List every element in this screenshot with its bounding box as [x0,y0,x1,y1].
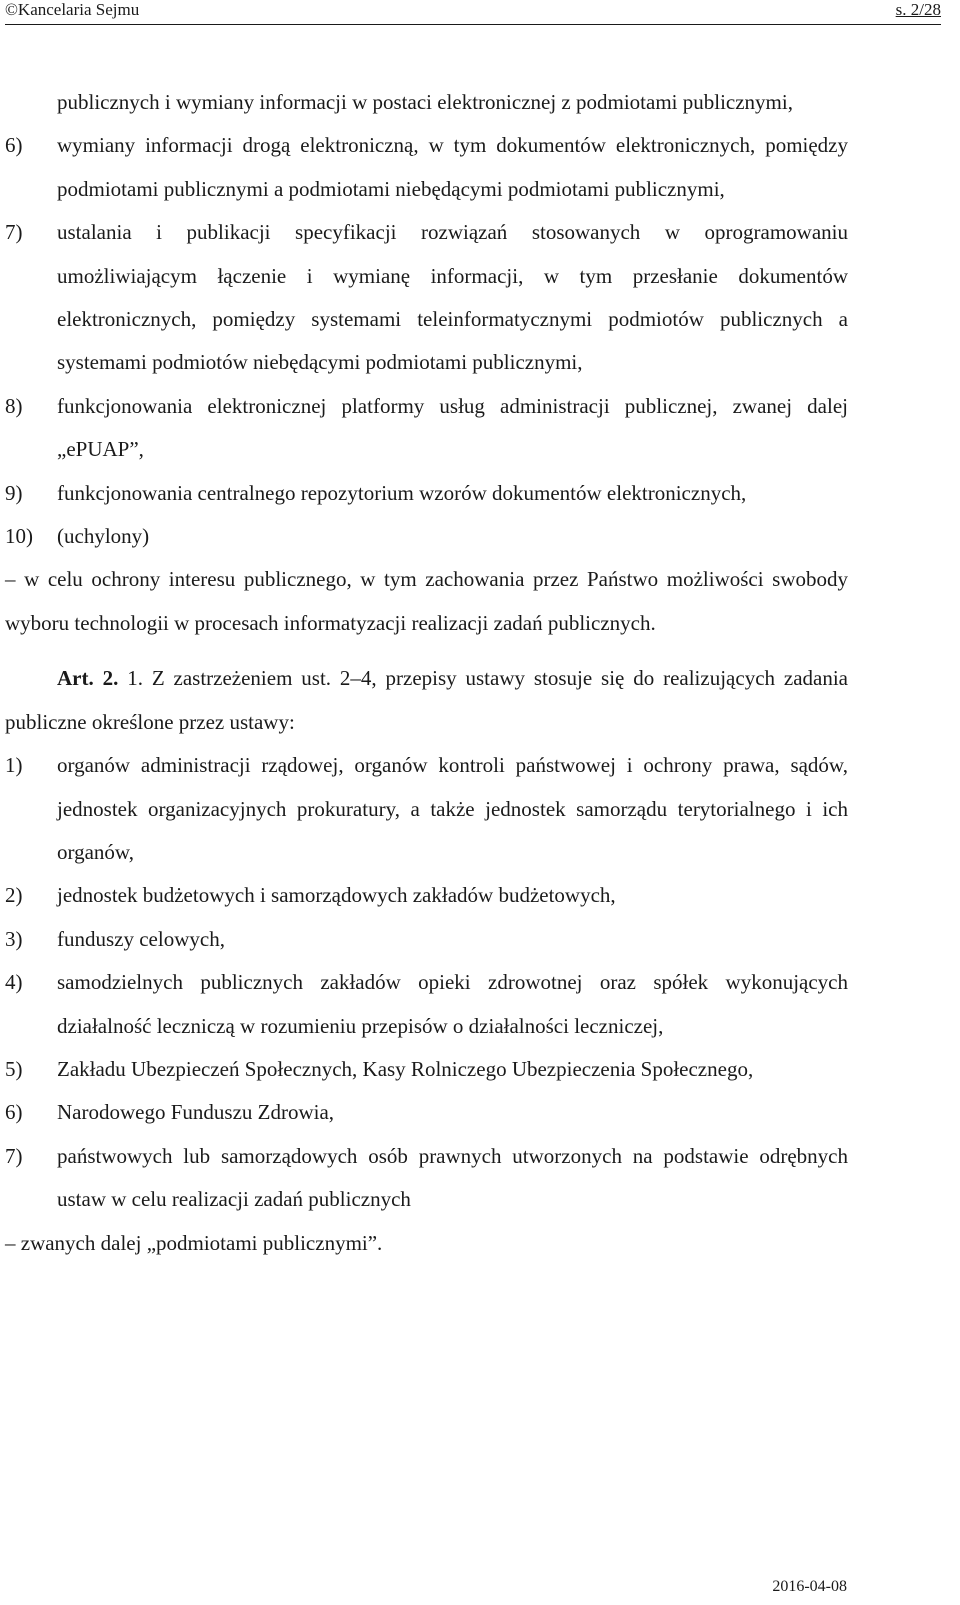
list-item-text: funduszy celowych, [57,926,225,951]
list-item [5,211,848,385]
closing-clause-a: – w celu ochrony interesu publicznego, w tym zachowania przez Państwo możliwości swobody wyboru technologii w procesach informatyzacji realizacji zadań publicznych. [5,567,848,635]
list-item-text: wymiany informacji drogą elektroniczną, w tym dokumentów elektronicznych, pomiędzy podmiotami publicznymi a podmiotami niebędącymi podmiotami publicznymi, [57,133,848,201]
item-5-continuation: publicznych i wymiany informacji w postaci elektronicznej z podmiotami publicznymi, [57,90,793,114]
document-date: 2016-04-08 [772,1578,847,1595]
list-item [5,744,848,874]
list-item-number: 9) [5,480,23,505]
list-item-number: 4) [5,970,23,995]
list-item-number: 6) [5,133,23,158]
copyright-label: ©Kancelaria Sejmu [5,0,140,19]
list-item [5,918,848,961]
closing-clause-b: – zwanych dalej „podmiotami publicznymi”. [5,1230,383,1255]
list-item-text: Zakładu Ubezpieczeń Społecznych, Kasy Rolniczego Ubezpieczenia Społecznego, [57,1056,754,1081]
page-number: s. 2/28 [895,0,941,19]
list-item-number: 1) [5,753,23,778]
list-item [5,1135,848,1222]
list-item-number: 7) [5,1143,23,1168]
list-item [5,961,848,1048]
list-item-number: 8) [5,393,23,418]
list-item-number: 7) [5,220,23,245]
list-item [5,1048,848,1091]
list-item-text: organów administracji rządowej, organów kontroli państwowej i ochrony prawa, sądów, jednostek organizacyjnych prokuratury, a także jednostek samorządu terytorialnego i ich organów, [57,753,848,864]
list-item-number: 3) [5,926,23,951]
list-item-text: Narodowego Funduszu Zdrowia, [57,1100,335,1125]
article-text: 1. Z zastrzeżeniem ust. 2–4, przepisy ustawy stosuje się do realizujących zadania publiczne określone przez ustawy: [5,666,848,734]
list-item-text: samodzielnych publicznych zakładów opieki zdrowotnej oraz spółek wykonujących działalność leczniczą w rozumieniu przepisów o działalności leczniczej, [57,970,848,1038]
list-item-text: funkcjonowania elektronicznej platformy usług administracji publicznej, zwanej dalej „ePUAP”, [57,393,848,462]
list-item-text: państwowych lub samorządowych osób prawnych utworzonych na podstawie odrębnych ustaw w celu realizacji zadań publicznych [57,1143,848,1212]
list-item-number: 5) [5,1056,23,1081]
list-item [5,124,848,211]
document-body [5,81,848,1265]
article-label: Art. 2. [57,666,119,691]
list-item [5,472,848,515]
list-item-number: 6) [5,1100,23,1125]
list-item-number: 10) [5,524,33,549]
list-item-number: 2) [5,883,23,908]
page-header [5,0,941,25]
article-2-intro [5,657,848,744]
list-item-text: jednostek budżetowych i samorządowych zakładów budżetowych, [57,883,616,908]
list-item [5,385,848,472]
list-item [5,1091,848,1134]
list-item [5,515,848,558]
list-item-text: (uchylony) [57,524,150,549]
list-item [5,874,848,917]
list-item-text: funkcjonowania centralnego repozytorium wzorów dokumentów elektronicznych, [57,480,747,505]
list-item-text: ustalania i publikacji specyfikacji rozwiązań stosowanych w oprogramowaniu umożliwiającym łączenie i wymianę informacji, w tym przesłanie dokumentów elektronicznych, pomiędzy systemami teleinformatycznymi podmiotów publicznych a systemami podmiotów niebędącymi podmiotami publicznymi, [57,220,848,375]
